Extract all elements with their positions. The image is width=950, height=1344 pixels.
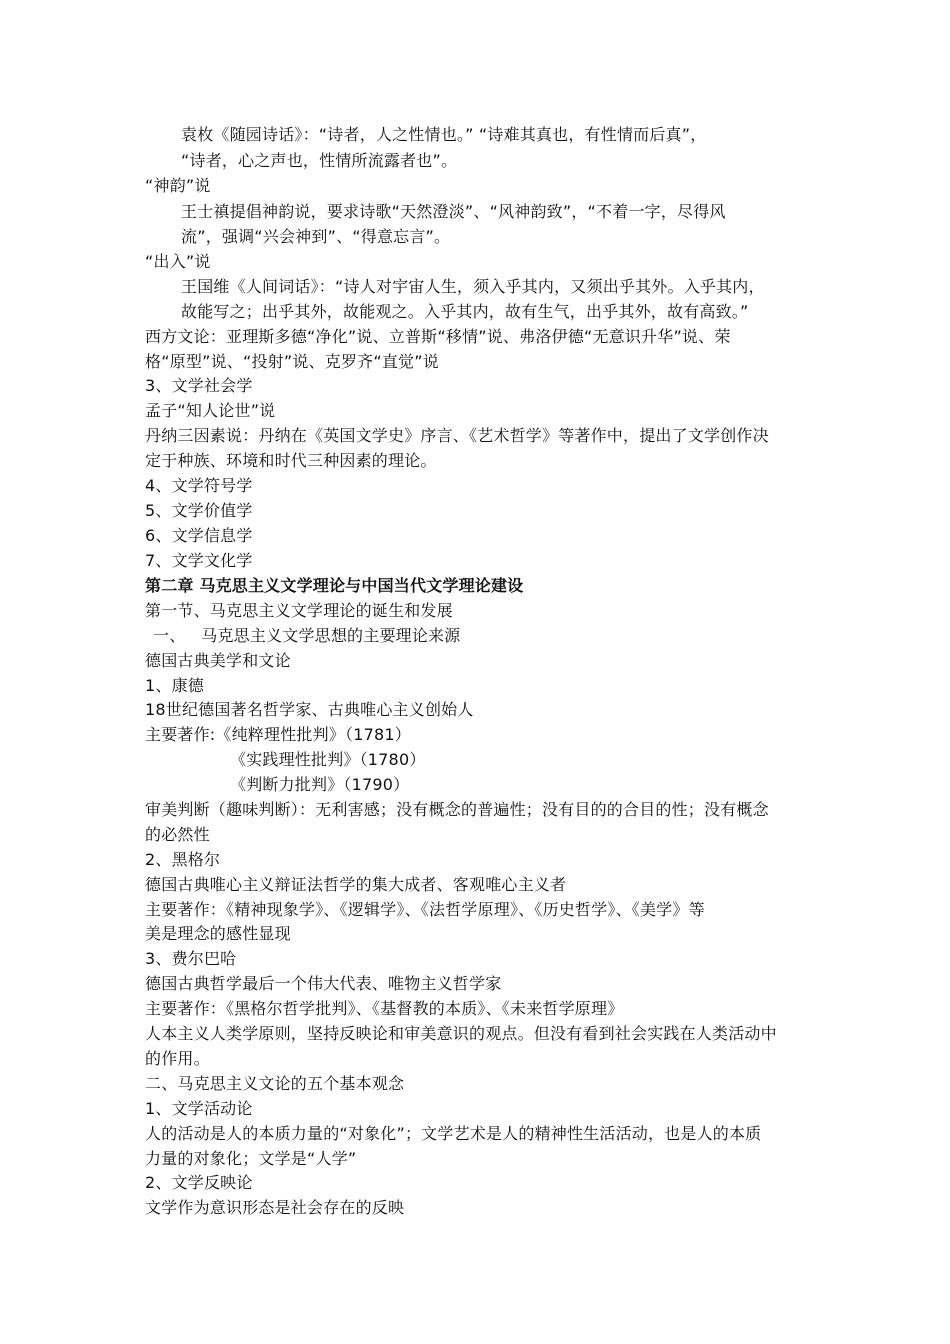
chapter-title: 第二章 马克思主义文学理论与中国当代文学理论建设 xyxy=(145,576,524,595)
section-heading: 第一节、马克思主义文学理论的诞生和发展 xyxy=(145,601,453,620)
text-line: 人的活动是人的本质力量的“对象化”；文学艺术是人的精神性生活活动，也是人的本质 xyxy=(145,1124,762,1143)
text-line: 主要著作：《精神现象学》、《逻辑学》、《法哲学原理》、《历史哲学》、《美学》等 xyxy=(145,900,705,919)
text-line: 的作用。 xyxy=(145,1049,210,1068)
text-line: 18世纪德国著名哲学家、古典唯心主义创始人 xyxy=(145,700,474,719)
section-heading: 二、马克思主义文论的五个基本观念 xyxy=(145,1074,405,1093)
text-line: 流”，强调“兴会神到”、“得意忘言”。 xyxy=(181,227,451,246)
section-heading: 3、文学社会学 xyxy=(145,376,253,395)
section-heading: 3、费尔巴哈 xyxy=(145,949,237,968)
section-heading: 6、文学信息学 xyxy=(145,526,253,545)
section-heading: 5、文学价值学 xyxy=(145,501,253,520)
section-heading: 4、文学符号学 xyxy=(145,476,253,495)
text-line: 丹纳三因素说：丹纳在《英国文学史》序言、《艺术哲学》等著作中，提出了文学创作决 xyxy=(145,426,769,445)
section-heading: 2、文学反映论 xyxy=(145,1173,253,1192)
section-heading: 7、文学文化学 xyxy=(145,551,253,570)
text-line: 美是理念的感性显现 xyxy=(145,924,291,943)
text-line: 《判断力批判》（1790） xyxy=(230,775,410,794)
text-line: 袁枚《随园诗话》：“诗者，人之性情也。” “诗难其真也，有性情而后真”， xyxy=(181,125,707,144)
section-heading: 1、文学活动论 xyxy=(145,1099,253,1118)
text-line: 德国古典哲学最后一个伟大代表、唯物主义哲学家 xyxy=(145,974,502,993)
text-line: 主要著作:《纯粹理性批判》（1781） xyxy=(145,725,411,744)
section-heading: “出入”说 xyxy=(145,252,211,271)
text-line: “诗者，心之声也，性情所流露者也”。 xyxy=(181,151,458,170)
text-line: 定于种族、环境和时代三种因素的理论。 xyxy=(145,451,437,470)
text-line: 德国古典美学和文论 xyxy=(145,651,291,670)
text-line: 西方文论：亚理斯多德“净化”说、立普斯“移情”说、弗洛伊德“无意识升华”说、荣 xyxy=(145,327,731,346)
section-heading: 1、康德 xyxy=(145,676,204,695)
text-line: 审美判断（趣味判断）：无利害感；没有概念的普遍性；没有目的的合目的性；没有概念 xyxy=(145,800,769,819)
text-line: 王国维《人间词话》：“诗人对宇宙人生，须入乎其内，又须出乎其外。入乎其内， xyxy=(181,277,765,296)
text-line: 的必然性 xyxy=(145,825,210,844)
text-line: 主要著作：《黑格尔哲学批判》、《基督教的本质》、《未来哲学原理》 xyxy=(145,999,624,1018)
text-line: 孟子“知人论世”说 xyxy=(145,401,276,420)
text-line: 王士禛提倡神韵说，要求诗歌“天然澄淡”、“风神韵致”，“不着一字，尽得风 xyxy=(181,202,726,221)
section-heading: 2、黑格尔 xyxy=(145,850,221,869)
text-line: 《实践理性批判》（1780） xyxy=(230,750,426,769)
subsection-heading: 一、 马克思主义文学思想的主要理论来源 xyxy=(153,626,461,645)
text-line: 文学作为意识形态是社会存在的反映 xyxy=(145,1198,405,1217)
text-line: 故能写之；出乎其外，故能观之。入乎其内，故有生气，出乎其外，故有高致。” xyxy=(181,302,749,321)
text-line: 人本主义人类学原则，坚持反映论和审美意识的观点。但没有看到社会实践在人类活动中 xyxy=(145,1024,777,1043)
text-line: 德国古典唯心主义辩证法哲学的集大成者、客观唯心主义者 xyxy=(145,875,567,894)
section-heading: “神韵”说 xyxy=(145,176,211,195)
text-line: 格“原型”说、“投射”说、克罗齐“直觉”说 xyxy=(145,352,439,371)
text-line: 力量的对象化；文学是“人学” xyxy=(145,1149,357,1168)
